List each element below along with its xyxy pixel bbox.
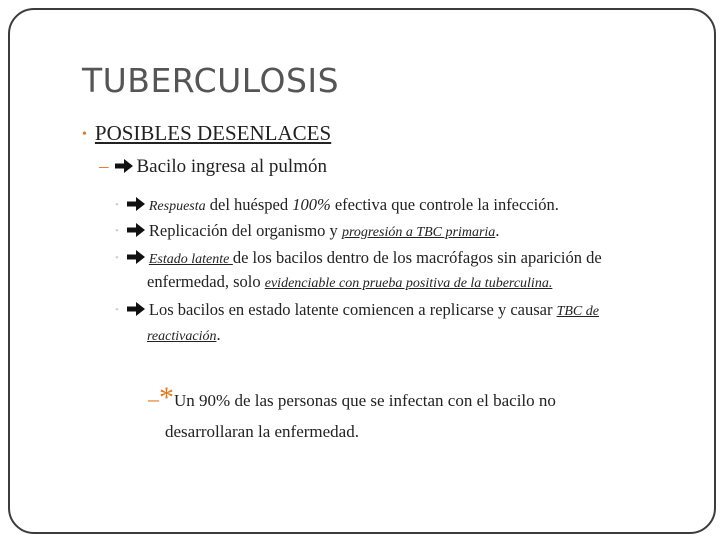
level2-text: Bacilo ingresa al pulmón	[136, 156, 327, 177]
bullet-dot: •	[115, 304, 119, 316]
item-text: Respuesta	[148, 199, 206, 214]
item-latente-cont	[147, 272, 552, 292]
note-line	[148, 380, 556, 414]
note-text: desarrollaran la enfermedad.	[165, 422, 359, 441]
dash-bullet: –	[148, 386, 159, 411]
right-arrow-icon	[127, 302, 145, 316]
item-text: .	[495, 221, 500, 240]
item-text: .	[216, 325, 221, 344]
item-replicacion	[115, 221, 499, 241]
item-text: progresión a TBC primaria	[341, 225, 496, 240]
item-latente	[115, 248, 602, 268]
star-icon: *	[159, 381, 174, 414]
item-text: enfermedad, solo	[147, 272, 265, 291]
right-arrow-icon	[127, 197, 145, 211]
item-text: TBC de	[556, 304, 599, 319]
bullet-dot: •	[115, 225, 119, 237]
bullet-dot: •	[82, 127, 87, 142]
item-text: 100%	[292, 195, 331, 214]
level2-bullet	[99, 156, 327, 178]
item-text: efectiva que controle la infección.	[330, 195, 559, 214]
item-text: de los bacilos dentro de los macrófagos sin aparición de	[232, 248, 602, 267]
item-text: Replicación del organismo y	[148, 221, 342, 240]
level1-bullet	[82, 121, 331, 146]
item-text: Estado latente	[148, 252, 233, 267]
item-text: Los bacilos en estado latente comiencen a replicarse y causar	[148, 300, 557, 319]
bullet-dot: •	[115, 199, 119, 211]
item-text: del huésped	[205, 195, 293, 214]
note-text: Un 90% de las personas que se infectan con el bacilo no	[174, 391, 556, 410]
item-reactivacion	[115, 300, 599, 320]
dash-bullet: –	[99, 156, 109, 177]
item-text: reactivación	[147, 329, 217, 344]
note-line-cont	[165, 422, 359, 442]
item-reactivacion-cont	[147, 325, 221, 345]
level1-text: POSIBLES DESENLACES	[94, 121, 332, 145]
item-text: evidenciable con prueba positiva de la tuberculina.	[264, 276, 553, 291]
bullet-dot: •	[115, 252, 119, 264]
right-arrow-icon	[127, 250, 145, 264]
item-respuesta	[115, 195, 559, 215]
right-arrow-icon	[115, 159, 133, 173]
right-arrow-icon	[127, 223, 145, 237]
slide-title: TUBERCULOSIS	[82, 61, 340, 100]
